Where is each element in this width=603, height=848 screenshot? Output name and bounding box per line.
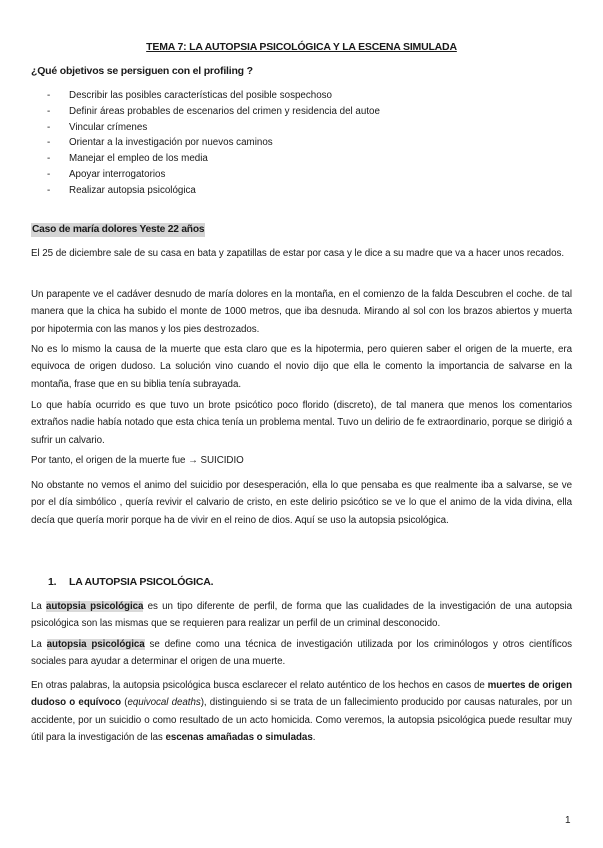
section-number: 1. [48, 576, 57, 588]
list-dash: - [47, 168, 51, 180]
list-dash: - [47, 137, 51, 149]
document-title: TEMA 7: LA AUTOPSIA PSICOLÓGICA Y LA ESCENA SIMULADA [146, 41, 457, 53]
case-paragraph: Lo que había ocurrido es que tuvo un brote psicótico poco florido (discreto), de tal manera que menos los comentarios extraños nadie había notado que esta chica tenía un problema mental. Tuvo un delirio de fe extraordinario, porque se dirigió a sufrir un calvario. [31, 400, 572, 446]
italic-term: equivocal deaths [127, 697, 201, 709]
list-item: - Realizar autopsia psicológica [47, 183, 380, 199]
highlighted-term: autopsia psicológica [46, 601, 144, 612]
section-title: LA AUTOPSIA PSICOLÓGICA. [69, 576, 214, 588]
case-paragraph: No obstante no vemos el animo del suicidio por desesperación, ella lo que pensaba es que realmente iba a salvarse, se ve por el día simbólico , quería revivir el calvario de cristo, en este delirio psicótico se ve lo que el animo de la vida divina, ella decía que quería morir porque ha de vivir en el reino de dios. Aquí se uso la autopsia psicológica. [31, 480, 572, 526]
profiling-question: ¿Qué objetivos se persiguen con el profiling ? [31, 65, 253, 77]
case-title: Caso de maría dolores Yeste 22 años [32, 224, 205, 235]
objectives-list [47, 88, 380, 199]
list-item: - Orientar a la investigación por nuevos caminos [47, 135, 380, 151]
case-paragraph: Un parapente ve el cadáver desnudo de maría dolores en la montaña, en el comienzo de la falda Descubren el coche. de tal manera que la chica ha subido el monte de 1000 metros, que iba desnuda. Mirando al sol con los brazos abiertos y muerta por hipotermia con las manos y los pies destrozados. [31, 289, 572, 335]
list-item: - Describir las posibles características del posible sospechoso [47, 88, 380, 104]
case-paragraph: Por tanto, el origen de la muerte fue → SUICIDIO [31, 455, 244, 466]
list-dash: - [47, 90, 51, 101]
section-paragraph: La autopsia psicológica es un tipo diferente de perfil, de forma que las cualidades de la investigación de una autopsia psicológica son las mismas que se requieren para realizar un perfil de un criminal desconocido. [31, 601, 572, 630]
list-item: - Vincular crímenes [47, 120, 380, 136]
list-dash: - [47, 153, 51, 165]
highlighted-term: autopsia psicológica [46, 639, 145, 650]
section-paragraph: La autopsia psicológica se define como una técnica de investigación utilizada por los criminólogos y otros científicos sociales para ayudar a determinar el origen de una muerte. [31, 639, 572, 668]
list-item: - Manejar el empleo de los media [47, 151, 380, 167]
case-paragraph: No es lo mismo la causa de la muerte que esta claro que es la hipotermia, pero quieren saber el origen de la muerte, era equivoca de origen dudoso. La solución vino cuando el novio dijo que ella le comento la importancia de salvarse en la montaña, frase que en su biblia tenía subrayada. [31, 344, 572, 390]
list-dash: - [47, 184, 51, 196]
case-paragraph: El 25 de diciembre sale de su casa en bata y zapatillas de estar por casa y le dice a su madre que va a hacer unos recados. [31, 248, 564, 259]
section-heading [48, 576, 213, 588]
section-paragraph: En otras palabras, la autopsia psicológica busca esclarecer el relato auténtico de los hechos en casos de muertes de origen dudoso o equívoco (equivocal deaths), distinguiendo si se trata de un fallecimiento producido por causas naturales, por un accidente, por un suicidio o como resultado de un acto homicida. Como veremos, la autopsia psicológica puede resultar muy útil para la investigación de las escenas amañadas o simuladas. [31, 680, 572, 743]
bold-term: muertes de origen dudoso o equívoco [31, 680, 572, 709]
list-dash: - [47, 105, 51, 117]
bold-term: escenas amañadas o simuladas [165, 731, 313, 743]
list-dash: - [47, 121, 51, 133]
list-item: - Apoyar interrogatorios [47, 167, 380, 183]
page-number: 1 [565, 815, 571, 826]
list-item: - Definir áreas probables de escenarios del crimen y residencia del autoe [47, 104, 380, 120]
